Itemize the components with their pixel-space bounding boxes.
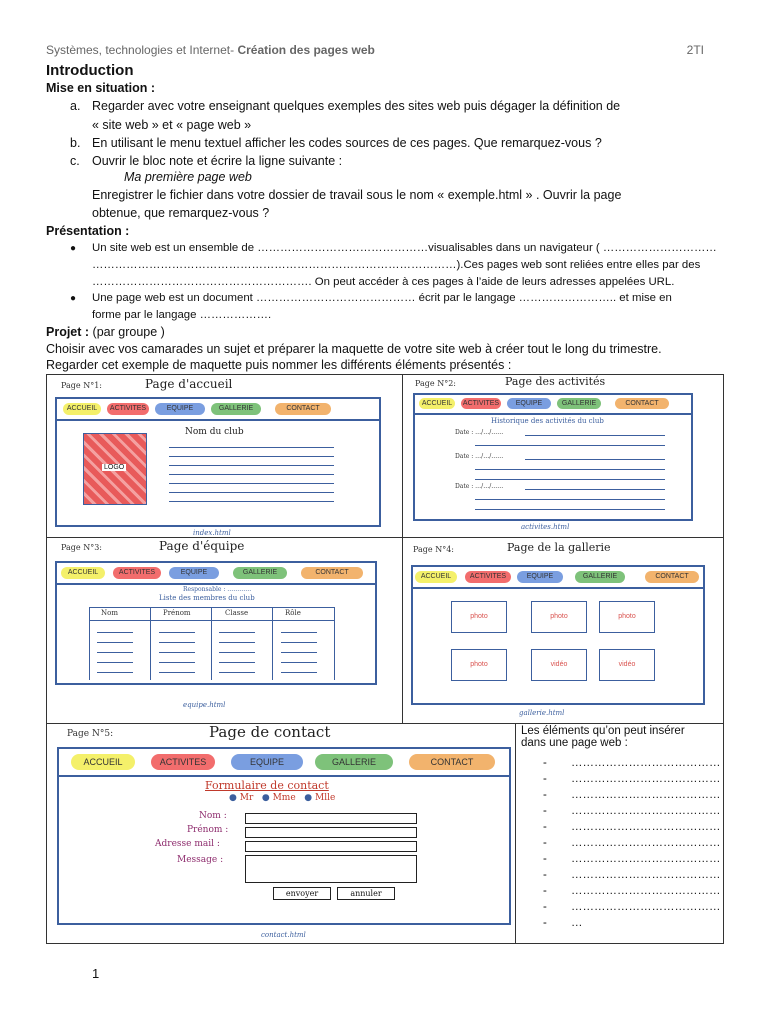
nav-gallerie: GALLERIE [557,398,601,409]
blank-line: ………………………………… [571,853,721,865]
elements-blanks: - ………………………………… - ………………………………… - ………………………………… - ………………………………… - ………………………………… - ………………………………… - ………………………………… - ………………………………… - ………………………………… - ………………………………… - … [543,757,721,929]
chapter-text: Création des pages web [237,43,375,57]
mockup-page-gallerie [409,539,719,721]
elements-line2: dans une page web : [521,737,628,749]
pres-b1-l3: …………………………………………………. On peut accéder à ces pages à l’aide de leurs adresses appelées URL. [92,276,675,288]
nav-activites: ACTIVITES [107,403,149,415]
nav-equipe: EQUIPE [231,754,303,770]
nav-equipe: EQUIPE [155,403,205,415]
mockup-area [46,374,724,944]
blank-line: ………………………………… [571,773,721,785]
elements-list [521,725,721,929]
nav-accueil: ACCUEIL [63,403,101,415]
projet-line2: Regarder cet exemple de maquette puis nommer les différents éléments présentés : [46,358,512,372]
nav-equipe: EQUIPE [169,567,219,579]
radio-icon: ● [229,793,237,803]
p2-label: Page N°2: [415,379,456,388]
p1-title: Page d'accueil [145,377,233,391]
blank-line: ………………………………… [571,821,721,833]
p1-frame [55,397,381,527]
nav-equipe: EQUIPE [517,571,563,583]
p2-date: Date : …/…/…… [455,429,504,436]
radio-mme: Mme [272,793,296,803]
gallery-photo: photo [451,649,507,681]
page-number: 1 [92,966,100,981]
p3-file: equipe.html [183,701,226,709]
nav-activites: ACTIVITES [113,567,161,579]
pres-b1-l2: ……………………………………………………………………………………).Ces pages web sont reliées entre elles par des [92,259,701,271]
bullet-icon: ● [70,293,77,304]
nav-gallerie: GALLERIE [315,754,393,770]
item-c-line1: Ouvrir le bloc note et écrire la ligne suivante : [92,154,343,168]
mise-heading: Mise en situation : [46,81,156,95]
nav-contact: CONTACT [645,571,699,583]
p5-label: Page N°5: [67,729,114,739]
p5-frame [57,747,511,925]
mockup-page-equipe [53,539,398,721]
presentation-heading: Présentation : [46,224,130,238]
p4-title: Page de la gallerie [507,541,611,554]
p3-table [89,607,335,680]
p1-club: Nom du club [185,427,244,437]
blank-line: ………………………………… [571,805,721,817]
gallery-photo: photo [599,601,655,633]
nav-contact: CONTACT [409,754,495,770]
field-nom-label: Nom : [199,811,227,821]
p4-file: gallerie.html [519,709,565,717]
item-b-line1: En utilisant le menu textuel afficher les codes sources de ces pages. Que remarquez-vous ? [92,136,602,150]
p5-title: Page de contact [209,723,331,741]
mockup-page-activites [409,377,719,535]
p3-label: Page N°3: [61,543,102,552]
nav-activites: ACTIVITES [151,754,215,770]
radio-mr: Mr [239,793,254,803]
p5-radios [229,793,335,803]
p2-date: Date : …/…/…… [455,453,504,460]
field-prenom-label: Prénom : [187,825,229,835]
projet-note: (par groupe ) [92,325,165,339]
p2-navbar [415,395,691,415]
item-c-italic: Ma première page web [124,170,252,184]
col-role: Rôle [285,609,301,617]
annuler-button: annuler [337,887,395,900]
nav-accueil: ACCUEIL [61,567,105,579]
nav-contact: CONTACT [301,567,363,579]
item-c-line3: obtenue, que remarquez-vous ? [92,206,270,220]
p1-navbar [57,399,379,421]
p3-resp: Responsable : ………… [183,586,252,593]
item-b-marker: b. [70,136,81,150]
level-text: 2TI [686,43,704,57]
col-prenom: Prénom [163,609,191,617]
p5-navbar [59,749,509,777]
envoyer-button: envoyer [273,887,331,900]
nav-contact: CONTACT [615,398,669,409]
logo-text: LOGO [104,464,125,471]
logo-placeholder [83,433,147,505]
divider [47,723,723,724]
p1-file: index.html [193,529,231,537]
p1-label: Page N°1: [61,381,102,390]
nav-gallerie: GALLERIE [211,403,261,415]
nav-accueil: ACCUEIL [415,571,457,583]
blank-line: ………………………………… [571,869,721,881]
col-classe: Classe [225,609,249,617]
divider [515,723,516,943]
p3-sub: Liste des membres du club [159,594,255,602]
p3-frame [55,561,377,685]
nav-gallerie: GALLERIE [233,567,287,579]
projet-heading: Projet : [46,325,90,339]
projet-line1: Choisir avec vos camarades un sujet et préparer la maquette de votre site web à créer tout le long du trimestre. [46,342,662,356]
gallery-photo: photo [531,601,587,633]
radio-icon: ● [304,793,313,803]
item-c-marker: c. [70,154,80,168]
blank-line: ………………………………… [571,789,721,801]
nav-activites: ACTIVITES [462,400,500,407]
p4-navbar [413,567,703,589]
p4-frame [411,565,705,705]
p2-sub: Historique des activités du club [491,417,604,425]
elements-line1: Les éléments qu’on peut insérer [521,725,685,737]
mockup-page-accueil [53,377,398,535]
field-mail-label: Adresse mail : [155,839,220,849]
p2-title: Page des activités [505,375,606,388]
projet-line [46,325,165,339]
divider [47,537,402,538]
intro-title: Introduction [46,62,134,79]
gallery-video: vidéo [599,649,655,681]
p3-title: Page d'équipe [159,539,245,553]
nav-accueil: ACCUEIL [71,754,135,770]
blank-line: … [571,917,583,929]
gallery-video: vidéo [531,649,587,681]
p4-label: Page N°4: [413,545,454,554]
bullet-icon: ● [70,243,77,254]
page-header [46,43,722,57]
pres-b1-l1: Un site web est un ensemble de ………………………………………visualisables dans un navigateur ( ………………………… [92,242,717,254]
subject-text: Systèmes, technologies et Internet- [46,43,235,57]
nav-accueil: ACCUEIL [419,398,455,409]
nav-equipe: EQUIPE [507,398,551,409]
item-c-line2: Enregistrer le fichier dans votre dossier de travail sous le nom « exemple.html » . Ouvrir la page [92,188,622,202]
field-message-label: Message : [177,855,224,865]
divider [402,537,723,538]
radio-icon: ● [261,793,270,803]
p5-form-title: Formulaire de contact [205,779,329,792]
nav-activites: ACTIVITES [465,571,511,583]
divider [402,375,403,723]
item-a-line1: Regarder avec votre enseignant quelques exemples des sites web puis dégager la définition de [92,99,621,113]
item-a-marker: a. [70,99,81,113]
mockup-page-contact [53,725,513,941]
pres-b2-l2: forme par le langage ………………. [92,309,272,321]
blank-line: ………………………………… [571,885,721,897]
p3-navbar [57,563,375,585]
gallery-photo: photo [451,601,507,633]
p5-file: contact.html [261,931,306,939]
nav-contact: CONTACT [275,403,331,415]
blank-line: ………………………………… [571,757,721,769]
col-nom: Nom [101,609,118,617]
radio-mlle: Mlle [315,793,336,803]
item-a-line2: « site web » et « page web » [92,118,252,132]
pres-b2-l1: Une page web est un document …………………………………… écrit par le langage …………………….. et mise en [92,292,672,304]
blank-line: ………………………………… [571,837,721,849]
p2-frame [413,393,693,521]
p2-date: Date : …/…/…… [455,483,504,490]
nav-gallerie: GALLERIE [575,571,625,583]
p2-file: activites.html [521,523,570,531]
blank-line: ………………………………… [571,901,721,913]
